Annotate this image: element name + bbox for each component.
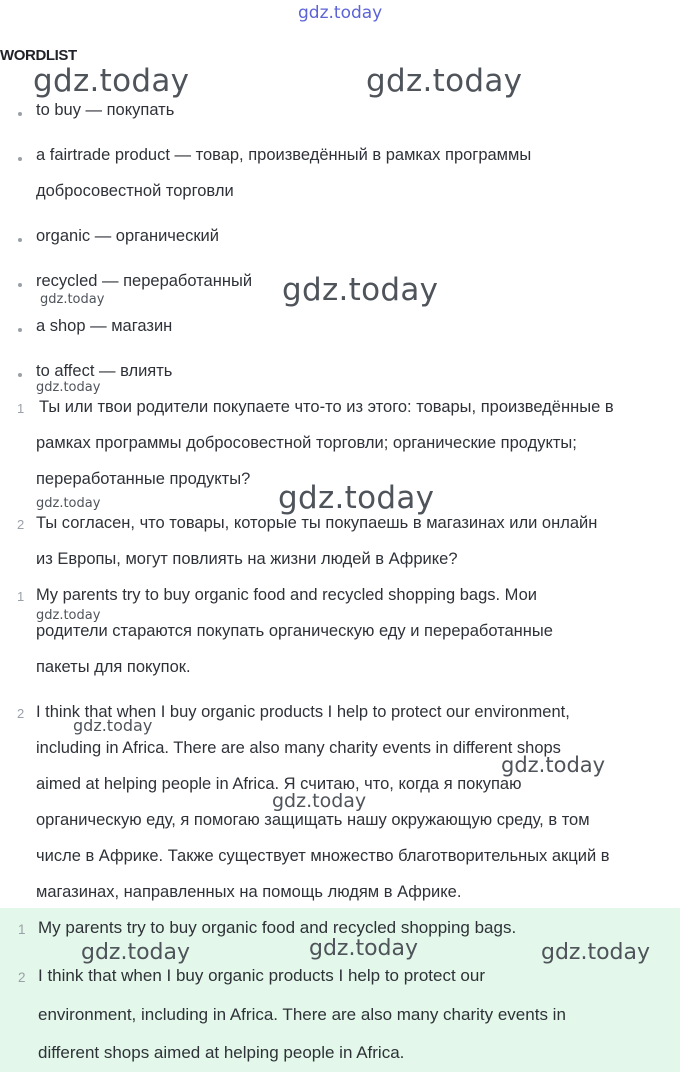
highlighted-answer-line: different shops aimed at helping people in Africa. — [38, 1043, 405, 1062]
wordlist-item: to affect — влиять — [36, 362, 173, 380]
watermark: gdz.today — [278, 480, 435, 516]
highlighted-answer-line: I think that when I buy organic products I help to protect our — [38, 966, 485, 985]
watermark: gdz.today — [272, 790, 367, 812]
watermark: gdz.today — [282, 272, 439, 308]
highlighted-answer-number: 1 — [18, 922, 26, 937]
answer-number: 1 — [17, 589, 25, 604]
answer-line: including in Africa. There are also many charity events in different shops — [36, 739, 561, 757]
question-line: рамках программы добросовестной торговли; органические продукты; — [36, 434, 577, 452]
bullet-icon — [18, 157, 22, 161]
watermark: gdz.today — [366, 63, 523, 99]
bullet-icon — [18, 112, 22, 116]
answer-line: пакеты для покупок. — [36, 658, 191, 676]
question-line: из Европы, могут повлиять на жизни людей в Африке? — [36, 550, 458, 568]
watermark: gdz.today — [541, 940, 651, 965]
answer-line: органическую еду, я помогаю защищать нашу окружающую среду, в том — [36, 811, 590, 829]
watermark: gdz.today — [33, 63, 190, 99]
watermark: gdz.today — [73, 716, 153, 735]
watermark: gdz.today — [501, 753, 606, 777]
top-watermark: gdz.today — [298, 3, 383, 23]
bullet-icon — [18, 283, 22, 287]
bullet-icon — [18, 373, 22, 377]
question-line: Ты согласен, что товары, которые ты покупаешь в магазинах или онлайн — [36, 514, 598, 532]
watermark: gdz.today — [36, 496, 101, 511]
question-number: 2 — [17, 517, 25, 532]
answer-line: числе в Африке. Также существует множество благотворительных акций в — [36, 847, 610, 865]
wordlist-item: organic — органический — [36, 227, 219, 245]
question-line: Ты или твои родители покупаете что-то из этого: товары, произведённые в — [39, 398, 614, 416]
wordlist-item: to buy — покупать — [36, 101, 175, 119]
bullet-icon — [18, 328, 22, 332]
answer-line: родители стараются покупать органическую еду и переработанные — [36, 622, 553, 640]
question-number: 1 — [17, 401, 25, 416]
answer-line: I think that when I buy organic products I help to protect our environment, — [36, 703, 570, 721]
wordlist-item: a shop — магазин — [36, 317, 173, 335]
watermark: gdz.today — [36, 380, 101, 395]
highlighted-answer-number: 2 — [18, 970, 26, 985]
highlighted-answer-line: environment, including in Africa. There are also many charity events in — [38, 1005, 566, 1024]
answer-number: 2 — [17, 706, 25, 721]
watermark: gdz.today — [36, 608, 101, 623]
wordlist-item-continued: добросовестной торговли — [36, 182, 234, 200]
wordlist-item: recycled — переработанный — [36, 272, 253, 290]
bullet-icon — [18, 238, 22, 242]
watermark: gdz.today — [309, 936, 419, 961]
cropped-text-line — [90, 14, 450, 20]
wordlist-item: a fairtrade product — товар, произведённый в рамках программы — [36, 146, 532, 164]
wordlist-heading: WORDLIST — [0, 47, 77, 64]
watermark: gdz.today — [81, 940, 191, 965]
question-line: переработанные продукты? — [36, 470, 251, 488]
answer-line: My parents try to buy organic food and recycled shopping bags. Мои — [36, 586, 538, 604]
watermark: gdz.today — [40, 292, 105, 307]
answer-line: магазинах, направленных на помощь людям в Африке. — [36, 883, 462, 901]
answer-line: aimed at helping people in Africa. Я считаю, что, когда я покупаю — [36, 775, 522, 793]
highlighted-answer-line: My parents try to buy organic food and recycled shopping bags. — [38, 918, 517, 937]
